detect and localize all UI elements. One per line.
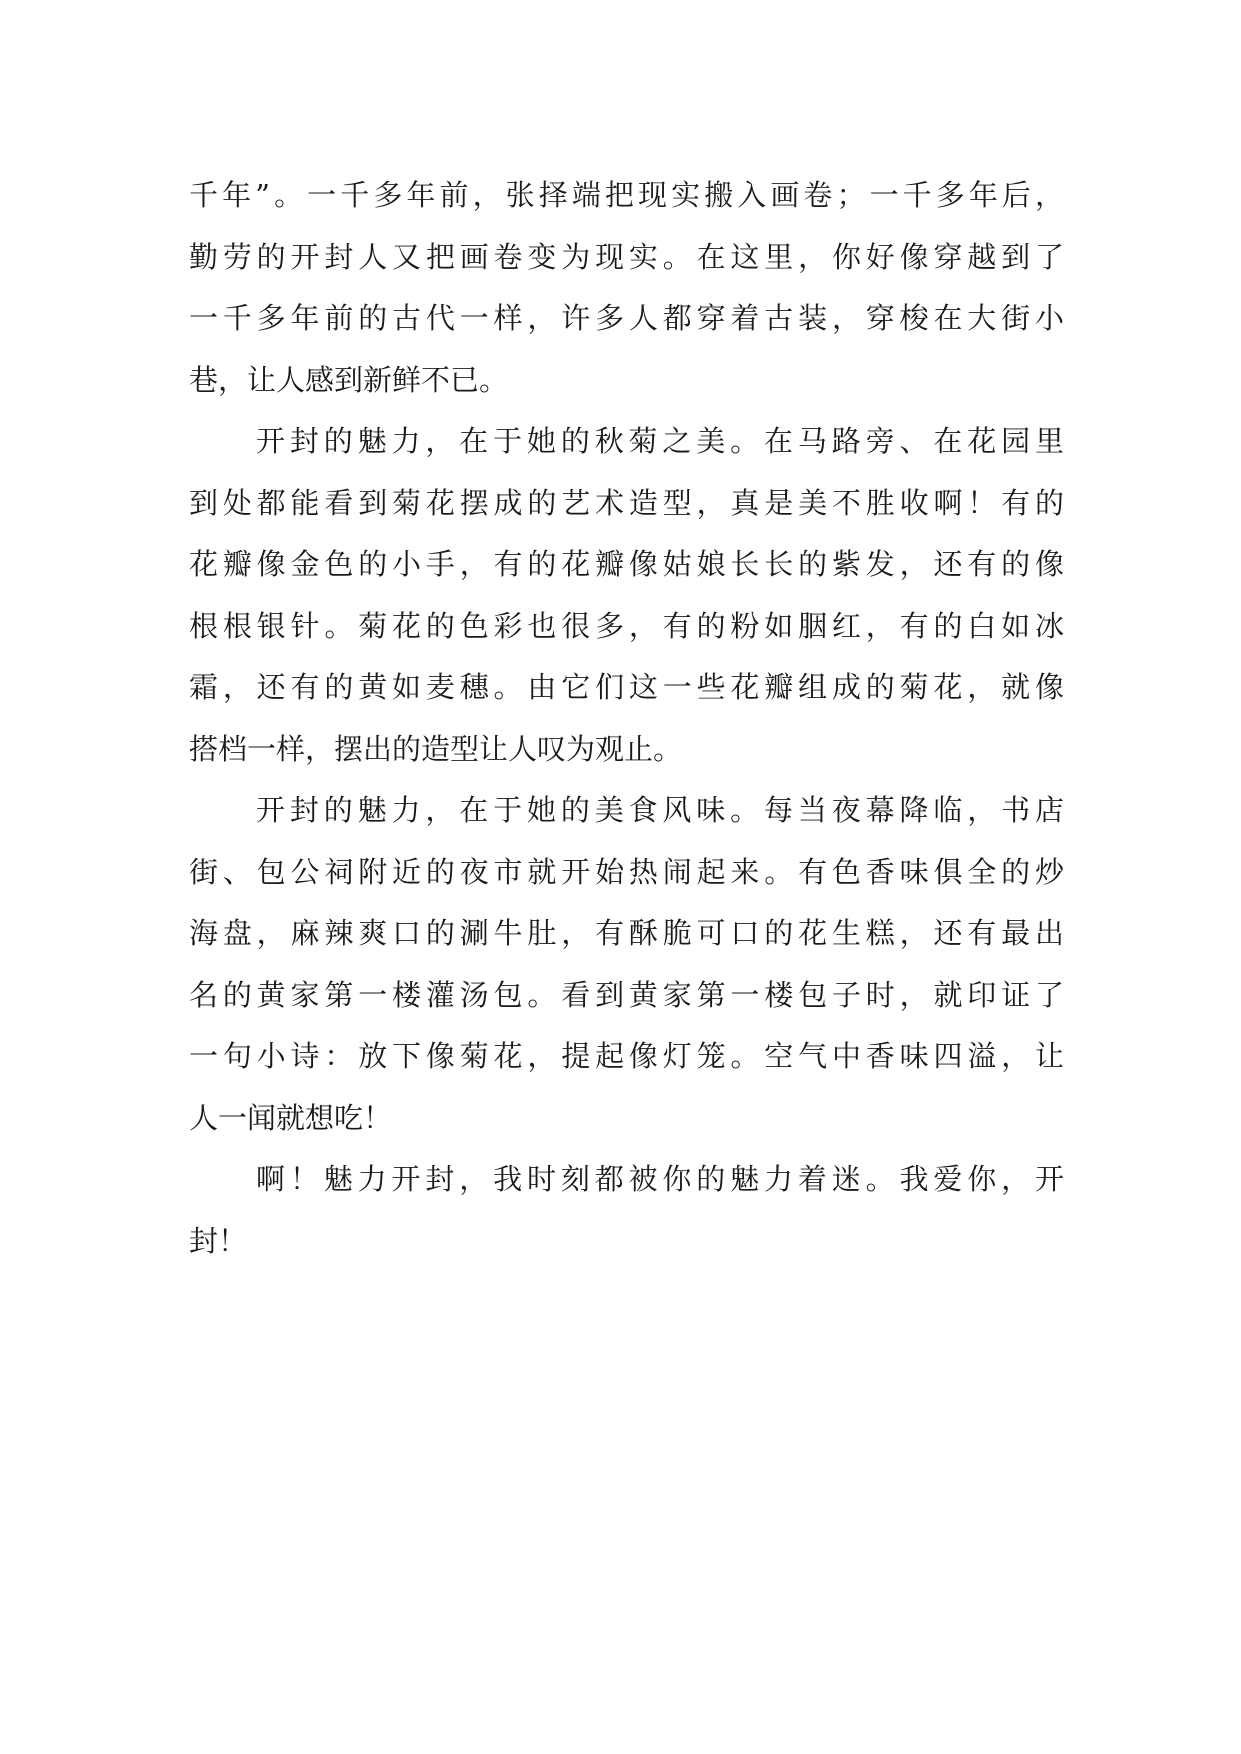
text-line: 一千多年前的古代一样，许多人都穿着古装，穿梭在大街小 [189, 301, 1064, 335]
text-line: 花瓣像金色的小手，有的花瓣像姑娘长长的紫发，还有的像 [189, 547, 1064, 581]
text-line: 人一闻就想吃！ [189, 1100, 393, 1135]
text-line: 根根银针。菊花的色彩也很多，有的粉如胭红，有的白如冰 [189, 608, 1064, 643]
text-line: 名的黄家第一楼灌汤包。看到黄家第一楼包子时，就印证了 [189, 977, 1064, 1012]
text-line: 到处都能看到菊花摆成的艺术造型，真是美不胜收啊！有的 [189, 485, 1064, 520]
text-line: 封！ [189, 1223, 248, 1258]
paragraph-first-line: 啊！魅力开封，我时刻都被你的魅力着迷。我爱你，开 [256, 1162, 1064, 1196]
text-line: 搭档一样，摆出的造型让人叹为观止。 [189, 731, 683, 766]
text-line: 街、包公祠附近的夜市就开始热闹起来。有色香味俱全的炒 [189, 854, 1064, 889]
text-line: 一句小诗：放下像菊花，提起像灯笼。空气中香味四溢，让 [189, 1039, 1064, 1073]
paragraph-first-line: 开封的魅力，在于她的美食风味。每当夜幕降临，书店 [256, 793, 1064, 827]
essay-body [189, 165, 1064, 1272]
text-line: 海盘，麻辣爽口的涮牛肚，有酥脆可口的花生糕，还有最出 [189, 916, 1064, 950]
text-line: 霜，还有的黄如麦穗。由它们这一些花瓣组成的菊花，就像 [189, 670, 1064, 704]
paragraph-first-line: 开封的魅力，在于她的秋菊之美。在马路旁、在花园里 [256, 424, 1064, 458]
text-line: 千年”。一千多年前，张择端把现实搬入画卷；一千多年后， [189, 178, 1064, 212]
text-line: 勤劳的开封人又把画卷变为现实。在这里，你好像穿越到了 [189, 239, 1064, 274]
text-line: 巷，让人感到新鲜不已。 [189, 362, 509, 397]
